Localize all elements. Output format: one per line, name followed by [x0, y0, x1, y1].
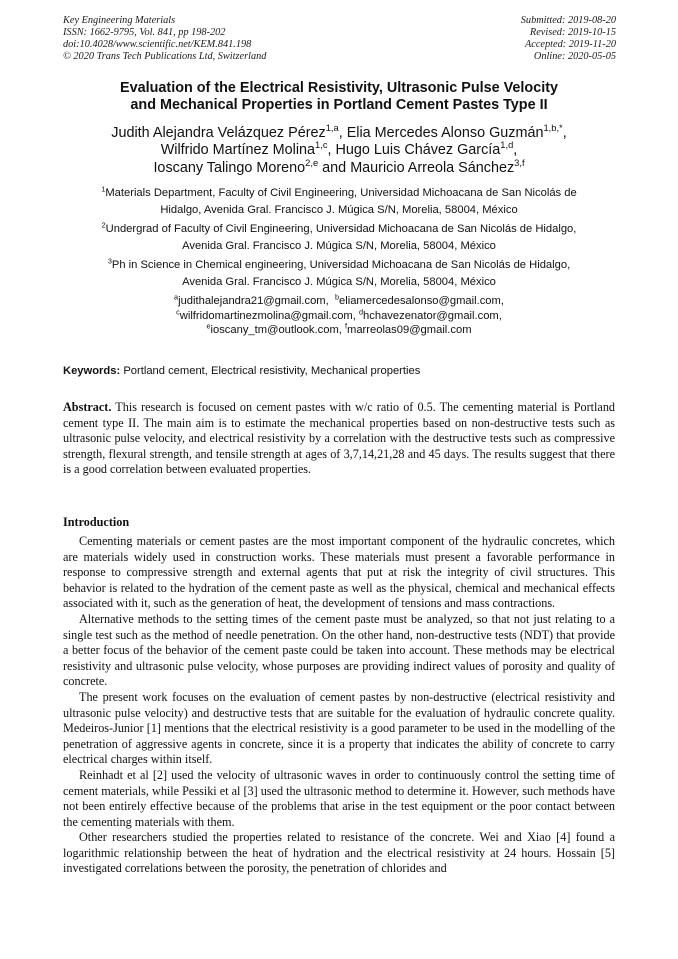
paragraph: The present work focuses on the evaluation of cement pastes by non-destructive (electrical resistivity and ultrasonic pulse velocity) and destructive tests that are suitable for the evaluation of hydraulic concrete quality. Medeiros-Junior [1] mentions that the electrical resistivity is a good parameter to be used in the modelling of the penetration of aggressive agents in concrete, since it is a property that indicates the ability of concrete to carry electrical charges within itself. [63, 689, 615, 767]
title-line-2: and Mechanical Properties in Portland Cement Pastes Type II [130, 97, 548, 113]
abstract [63, 400, 615, 478]
author-list [40, 125, 638, 177]
author-sup: 1,b,* [543, 123, 563, 134]
issn-info: ISSN: 1662-9795, Vol. 841, pp 198-202 [63, 27, 226, 38]
author-separator: and [318, 159, 351, 176]
email-line-3: $^e$ioscany_tm@outlook.com, $^f$marreolas09@gmail.com [206, 321, 472, 336]
author-name: Wilfrido Martínez Molina [160, 142, 316, 159]
email-marker: c [176, 306, 180, 316]
keywords-text: Portland cement, Electrical resistivity, Mechanical properties [123, 365, 421, 377]
affiliation-line: Hidalgo, Avenida Gral. Francisco J. Múgica S/N, Morelia, 58004, México [160, 203, 518, 216]
affiliation-text: Ph in Science in Chemical engineering, Universidad Michoacana de San Nicolás de Hidalgo, [111, 259, 571, 271]
copyright-info: © 2020 Trans Tech Publications Ltd, Switzerland [63, 51, 267, 62]
author-sup: 1,a [325, 123, 339, 134]
affiliation-number: 1 [101, 184, 106, 194]
keywords-label: Keywords: [63, 365, 121, 377]
author-line-3 [40, 160, 638, 177]
introduction-heading: Introduction [63, 515, 130, 529]
email-e[interactable]: ioscany_tm@outlook.com [210, 324, 339, 336]
introduction-body [63, 534, 615, 877]
email-marker: a [174, 292, 179, 302]
author-name: Ioscany Talingo Moreno [153, 159, 306, 176]
journal-info [63, 15, 266, 63]
email-marker: d [358, 306, 364, 316]
paragraph: Reinhadt et al [2] used the velocity of ultrasonic waves in order to continuously control the setting time of cement materials, while Pessiki et al [3] used the ultrasonic method to determine it. However, such methods have not been entirely effective because of the problems that arise in the test equipment or the poor contact between the cementing materials with them. [63, 767, 615, 829]
email-line-1: $^a$judithalejandra21@gmail.com, $^b$eliamercedesalonso@gmail.com, [174, 292, 504, 307]
affiliation-number: 3 [107, 256, 112, 266]
journal-name: Key Engineering Materials [63, 15, 176, 26]
paper-title [40, 80, 638, 114]
affiliation-line [60, 257, 618, 274]
author-line-2 [40, 142, 638, 159]
author-separator: , [513, 142, 518, 159]
online-date: Online: 2020-05-05 [533, 51, 616, 62]
author-line-1 [40, 125, 638, 142]
paragraph: Alternative methods to the setting times of the cement paste must be analyzed, so that not just relating to a single test such as the method of needle penetration. On the other hand, non-destructive tests (NDT) that provide a better focus of the behavior of the cement paste could be taken into account. These methods may be electrical resistivity and ultrasonic pulse velocity, whose purposes are providing indirect values of porosity and quality of concrete. [63, 611, 615, 689]
email-marker: b [334, 292, 340, 302]
affiliation-1 [60, 185, 618, 218]
email-d[interactable]: hchavezenator@gmail.com [363, 309, 499, 322]
affiliation-line: Avenida Gral. Francisco J. Múgica S/N, Morelia, 58004, México [182, 239, 496, 252]
publication-dates [521, 15, 616, 63]
author-separator: , [562, 125, 567, 141]
author-name: Mauricio Arreola Sánchez [350, 159, 515, 176]
affiliation-line [60, 185, 618, 202]
affiliation-text: Undergrad of Faculty of Civil Engineering, Universidad Michoacana de San Nicolás de Hidalgo, [105, 223, 577, 235]
keywords [63, 364, 420, 378]
email-a[interactable]: judithalejandra21@gmail.com [178, 295, 326, 307]
revised-date: Revised: 2019-10-15 [529, 27, 616, 38]
affiliation-number: 2 [101, 220, 106, 230]
email-marker: f [344, 321, 348, 331]
affiliation-3 [60, 257, 618, 290]
author-name: Judith Alejandra Velázquez Pérez [111, 125, 326, 141]
author-separator: , [327, 142, 336, 159]
author-name: Elia Mercedes Alonso Guzmán [346, 125, 544, 141]
email-marker: e [206, 321, 211, 331]
affiliation-line: Avenida Gral. Francisco J. Múgica S/N, Morelia, 58004, México [182, 275, 496, 288]
author-sup: 1,d [500, 140, 514, 151]
paragraph: Cementing materials or cement pastes are the most important component of the hydraulic concretes, which are materials widely used in construction works. These materials must present a favorable performance in response to compressive strength and external agents that put at risk the integrity of civil structures. This behavior is related to the hydration of the cement paste as well as the physical, chemical and mechanical effects associated with it, such as the generation of heat, the development of tensions and mass contractions. [63, 534, 615, 611]
email-f[interactable]: marreolas09@gmail.com [347, 324, 472, 336]
author-sup: 3,f [514, 158, 525, 169]
abstract-text: This research is focused on cement pastes with w/c ratio of 0.5. The cementing material is Portland cement type II. The main aim is to estimate the mechanical properties based on non-destructive tests such as ultrasonic pulse velocity, and electrical resistivity by a correlation with the destructive tests such as compressive strength, flexural strength, and tensile strength at ages of 3,7,14,21,28 and 45 days. The results suggest that there is a good correlation between evaluated properties. [63, 400, 616, 477]
affiliation-line [60, 221, 618, 238]
affiliation-2 [60, 221, 618, 254]
title-line-1: Evaluation of the Electrical Resistivity, Ultrasonic Pulse Velocity [120, 80, 558, 96]
affiliation-text: Materials Department, Faculty of Civil Engineering, Universidad Michoacana de San Nicolás de [105, 187, 577, 199]
submitted-date: Submitted: 2019-08-20 [520, 15, 616, 26]
author-separator: , [338, 125, 347, 141]
paragraph: Other researchers studied the properties related to resistance of the concrete. Wei and Xiao [4] found a logarithmic relationship between the heat of hydration and the electrical resistivity at 24 hours. Hossain [5] investigated correlations between the porosity, the penetration of chlorides and [63, 830, 615, 876]
email-c[interactable]: wilfridomartinezmolina@gmail.com [179, 309, 353, 322]
author-name: Hugo Luis Chávez García [335, 142, 501, 159]
abstract-label: Abstract. [63, 400, 112, 414]
email-b[interactable]: eliamercedesalonso@gmail.com [339, 295, 501, 307]
email-line-2: $^c$wilfridomartinezmolina@gmail.com, $^d$hchavezenator@gmail.com, [176, 306, 502, 322]
accepted-date: Accepted: 2019-11-20 [524, 39, 616, 50]
email-list [60, 294, 618, 338]
doi-info[interactable]: doi:10.4028/www.scientific.net/KEM.841.198 [63, 39, 252, 50]
author-sup: 2,e [305, 158, 319, 169]
author-sup: 1,c [315, 140, 328, 151]
